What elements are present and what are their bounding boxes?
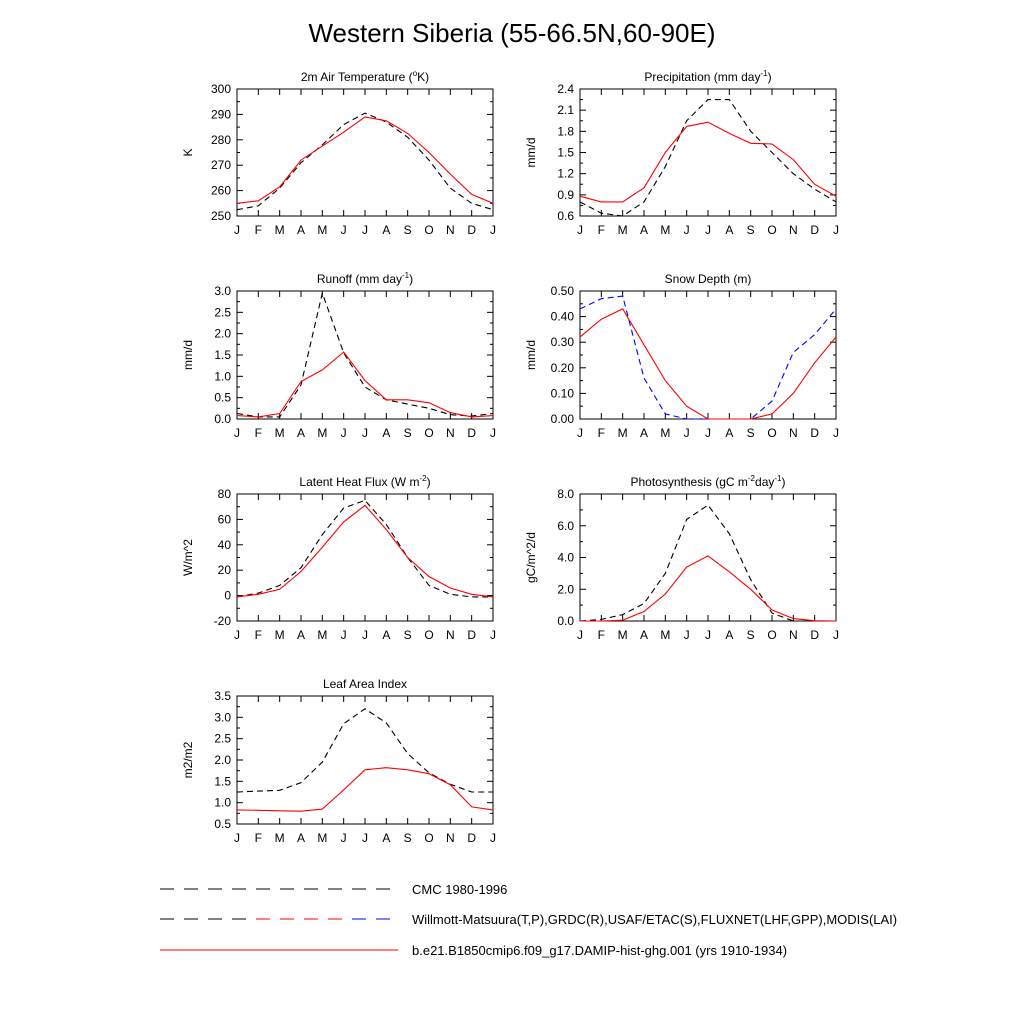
y-axis-label: W/m^2 <box>181 539 195 576</box>
x-tick-label: J <box>577 223 583 237</box>
x-tick-label: S <box>746 628 755 642</box>
x-tick-label: F <box>254 628 263 642</box>
x-tick-label: J <box>705 426 711 440</box>
plot-frame <box>237 494 493 621</box>
x-tick-label: F <box>597 223 606 237</box>
x-tick-label: N <box>788 426 798 440</box>
x-tick-label: J <box>490 223 496 237</box>
x-tick-label: J <box>705 223 711 237</box>
x-tick-label: M <box>660 223 671 237</box>
panel-2 <box>524 69 839 237</box>
y-tick-label: 250 <box>210 209 231 223</box>
x-tick-label: J <box>234 223 240 237</box>
x-tick-label: O <box>424 426 434 440</box>
plot-frame <box>237 89 493 216</box>
x-tick-label: J <box>234 831 240 845</box>
x-tick-label: O <box>767 426 777 440</box>
y-tick-label: 0.9 <box>557 187 574 202</box>
series-line-obs <box>580 100 836 216</box>
x-tick-label: N <box>445 628 455 642</box>
series-line-model <box>237 505 493 597</box>
legend-entry-1 <box>160 882 507 897</box>
y-tick-label: 2.0 <box>557 582 574 597</box>
y-axis-label: mm/d <box>181 340 195 370</box>
x-tick-label: N <box>788 223 798 237</box>
panel-title: 2m Air Temperature ($^o$K) <box>300 69 430 84</box>
x-tick-label: M <box>317 831 328 845</box>
y-axis-label: mm/d <box>524 340 538 370</box>
plot-frame <box>237 291 493 419</box>
x-tick-label: M <box>274 831 285 845</box>
y-tick-label: 2.5 <box>214 731 231 746</box>
y-tick-label: 1.5 <box>557 145 574 160</box>
y-tick-label: 0.0 <box>214 412 231 426</box>
y-tick-label: 0.40 <box>550 309 574 324</box>
x-tick-label: J <box>340 628 347 642</box>
x-tick-label: J <box>362 628 368 642</box>
panel-3 <box>181 271 496 440</box>
panel-title: Photosynthesis (gC $m^{-2}day^{-1}$) <box>630 474 786 489</box>
x-tick-label: S <box>746 426 755 440</box>
y-tick-label: 60 <box>217 512 231 527</box>
series-line-model <box>580 309 836 419</box>
y-tick-label: 1.8 <box>557 124 574 139</box>
x-tick-label: D <box>467 223 477 237</box>
panel-7 <box>181 677 496 845</box>
x-tick-label: A <box>382 426 391 440</box>
x-tick-label: D <box>467 628 477 642</box>
panel-title: Precipitation (mm day$^{-1}$) <box>644 69 772 84</box>
y-tick-label: 0.5 <box>214 390 231 405</box>
x-tick-label: F <box>254 426 263 440</box>
y-tick-label: 2.0 <box>214 326 231 341</box>
panel-5 <box>181 474 496 642</box>
panel-title: Snow Depth (m) <box>664 272 752 286</box>
x-tick-label: J <box>490 628 496 642</box>
panel-6 <box>524 474 839 642</box>
x-tick-label: A <box>296 628 306 642</box>
legend-label: CMC 1980-1996 <box>412 882 508 897</box>
y-tick-label: 260 <box>210 183 231 198</box>
y-tick-label: 290 <box>210 107 231 122</box>
x-tick-label: M <box>274 223 285 237</box>
x-tick-label: M <box>660 628 671 642</box>
x-tick-label: A <box>382 831 391 845</box>
x-tick-label: D <box>467 831 477 845</box>
x-tick-label: M <box>617 628 628 642</box>
y-tick-label: 2.1 <box>557 103 574 118</box>
panel-title: Leaf Area Index <box>322 677 408 691</box>
x-tick-label: O <box>424 628 434 642</box>
series-line-obs <box>237 709 493 792</box>
y-tick-label: 3.0 <box>214 710 231 725</box>
y-tick-label: 1.2 <box>557 166 574 181</box>
panel-1 <box>181 69 496 237</box>
x-tick-label: N <box>445 426 455 440</box>
y-tick-label: 1.5 <box>214 348 231 362</box>
x-tick-label: F <box>597 628 606 642</box>
x-tick-label: A <box>296 831 306 845</box>
x-tick-label: A <box>725 426 734 440</box>
series-line-model <box>237 352 493 417</box>
x-tick-label: F <box>597 426 606 440</box>
x-tick-label: M <box>617 223 628 237</box>
x-tick-label: O <box>424 223 434 237</box>
y-axis-label: K <box>181 148 195 157</box>
y-tick-label: 0.00 <box>550 412 574 426</box>
x-tick-label: J <box>683 426 690 440</box>
x-tick-label: J <box>683 628 690 642</box>
x-tick-label: D <box>467 426 477 440</box>
plot-frame <box>580 291 836 419</box>
x-tick-label: M <box>317 223 328 237</box>
y-tick-label: 40 <box>217 537 231 552</box>
legend-label: b.e21.B1850cmip6.f09_g17.DAMIP-hist-ghg.001 (yrs 1910-1934) <box>412 943 788 958</box>
x-tick-label: J <box>234 426 240 440</box>
series-line-obs <box>237 113 493 210</box>
panel-title: Latent Heat Flux (W $m^{-2}$) <box>299 474 431 489</box>
x-tick-label: M <box>317 426 328 440</box>
x-tick-label: D <box>810 223 820 237</box>
y-tick-label: 0.5 <box>214 817 231 831</box>
y-tick-label: 0 <box>224 588 231 603</box>
legend-entry-2 <box>160 912 897 927</box>
y-tick-label: 300 <box>210 82 231 96</box>
x-tick-label: N <box>788 628 798 642</box>
x-tick-label: J <box>833 628 839 642</box>
x-tick-label: M <box>317 628 328 642</box>
x-tick-label: S <box>746 223 755 237</box>
x-tick-label: S <box>403 223 412 237</box>
x-tick-label: N <box>445 223 455 237</box>
x-tick-label: N <box>445 831 455 845</box>
y-tick-label: 1.0 <box>214 795 231 810</box>
x-tick-label: A <box>296 426 306 440</box>
x-tick-label: A <box>725 223 734 237</box>
series-line-model <box>580 556 836 621</box>
y-tick-label: 0.20 <box>550 360 574 375</box>
y-tick-label: 6.0 <box>557 518 574 533</box>
y-tick-label: 2.5 <box>214 305 231 320</box>
y-tick-label: 2.4 <box>557 82 574 96</box>
y-axis-label: m2/m2 <box>181 741 195 779</box>
x-tick-label: J <box>340 426 347 440</box>
x-tick-label: A <box>382 628 391 642</box>
x-tick-label: D <box>810 426 820 440</box>
x-tick-label: O <box>424 831 434 845</box>
x-tick-label: J <box>234 628 240 642</box>
series-line-obs <box>237 500 493 597</box>
y-tick-label: 0.30 <box>550 335 574 350</box>
y-tick-label: 8.0 <box>557 487 574 501</box>
x-tick-label: A <box>382 223 391 237</box>
y-axis-label: mm/d <box>524 137 538 168</box>
x-tick-label: A <box>296 223 306 237</box>
x-tick-label: J <box>340 831 347 845</box>
y-axis-label: gC/m^2/d <box>524 532 538 583</box>
x-tick-label: A <box>639 628 649 642</box>
legend-label: Willmott-Matsuura(T,P),GRDC(R),USAF/ETAC(S),FLUXNET(LHF,GPP),MODIS(LAI) <box>412 912 898 927</box>
y-tick-label: 0.6 <box>557 209 574 223</box>
panel-title: Runoff (mm day$^{-1}$) <box>316 271 414 286</box>
x-tick-label: J <box>577 628 583 642</box>
x-tick-label: A <box>725 628 734 642</box>
y-tick-label: 3.5 <box>214 689 231 703</box>
series-line-cmc <box>580 296 836 419</box>
panels <box>181 69 839 845</box>
series-line-model <box>237 117 493 203</box>
legend-entry-3 <box>160 943 787 958</box>
y-tick-label: 3.0 <box>214 284 231 298</box>
x-tick-label: J <box>705 628 711 642</box>
y-tick-label: 1.5 <box>214 774 231 789</box>
plot-frame <box>237 696 493 824</box>
x-tick-label: J <box>683 223 690 237</box>
y-tick-label: 80 <box>217 487 231 501</box>
x-tick-label: J <box>833 223 839 237</box>
x-tick-label: O <box>767 628 777 642</box>
y-tick-label: 270 <box>210 158 231 173</box>
x-tick-label: J <box>362 831 368 845</box>
x-tick-label: S <box>403 628 412 642</box>
x-tick-label: M <box>660 426 671 440</box>
y-tick-label: 280 <box>210 132 231 147</box>
y-tick-label: 0.0 <box>557 614 574 628</box>
x-tick-label: J <box>340 223 347 237</box>
plot-frame <box>580 494 836 621</box>
x-tick-label: F <box>254 223 263 237</box>
x-tick-label: J <box>577 426 583 440</box>
x-tick-label: A <box>639 426 649 440</box>
x-tick-label: J <box>490 831 496 845</box>
series-line-model <box>237 768 493 812</box>
series-line-obs <box>237 293 493 417</box>
x-tick-label: J <box>490 426 496 440</box>
y-tick-label: 0.10 <box>550 386 574 401</box>
y-tick-label: 1.0 <box>214 369 231 384</box>
x-tick-label: J <box>833 426 839 440</box>
x-tick-label: M <box>617 426 628 440</box>
series-line-model <box>580 122 836 202</box>
y-tick-label: -20 <box>213 614 231 628</box>
figure-title: Western Siberia (55-66.5N,60-90E) <box>308 18 716 48</box>
y-tick-label: 4.0 <box>557 550 574 565</box>
legend <box>160 882 897 958</box>
x-tick-label: S <box>403 426 412 440</box>
plot-frame <box>580 89 836 216</box>
x-tick-label: D <box>810 628 820 642</box>
x-tick-label: J <box>362 223 368 237</box>
y-tick-label: 2.0 <box>214 753 231 767</box>
series-line-obs <box>580 505 836 621</box>
x-tick-label: A <box>639 223 649 237</box>
x-tick-label: M <box>274 426 285 440</box>
y-tick-label: 0.50 <box>550 284 574 298</box>
x-tick-label: O <box>767 223 777 237</box>
x-tick-label: F <box>254 831 263 845</box>
x-tick-label: M <box>274 628 285 642</box>
panel-4 <box>524 272 839 440</box>
x-tick-label: J <box>362 426 368 440</box>
y-tick-label: 20 <box>217 563 231 578</box>
x-tick-label: S <box>403 831 412 845</box>
